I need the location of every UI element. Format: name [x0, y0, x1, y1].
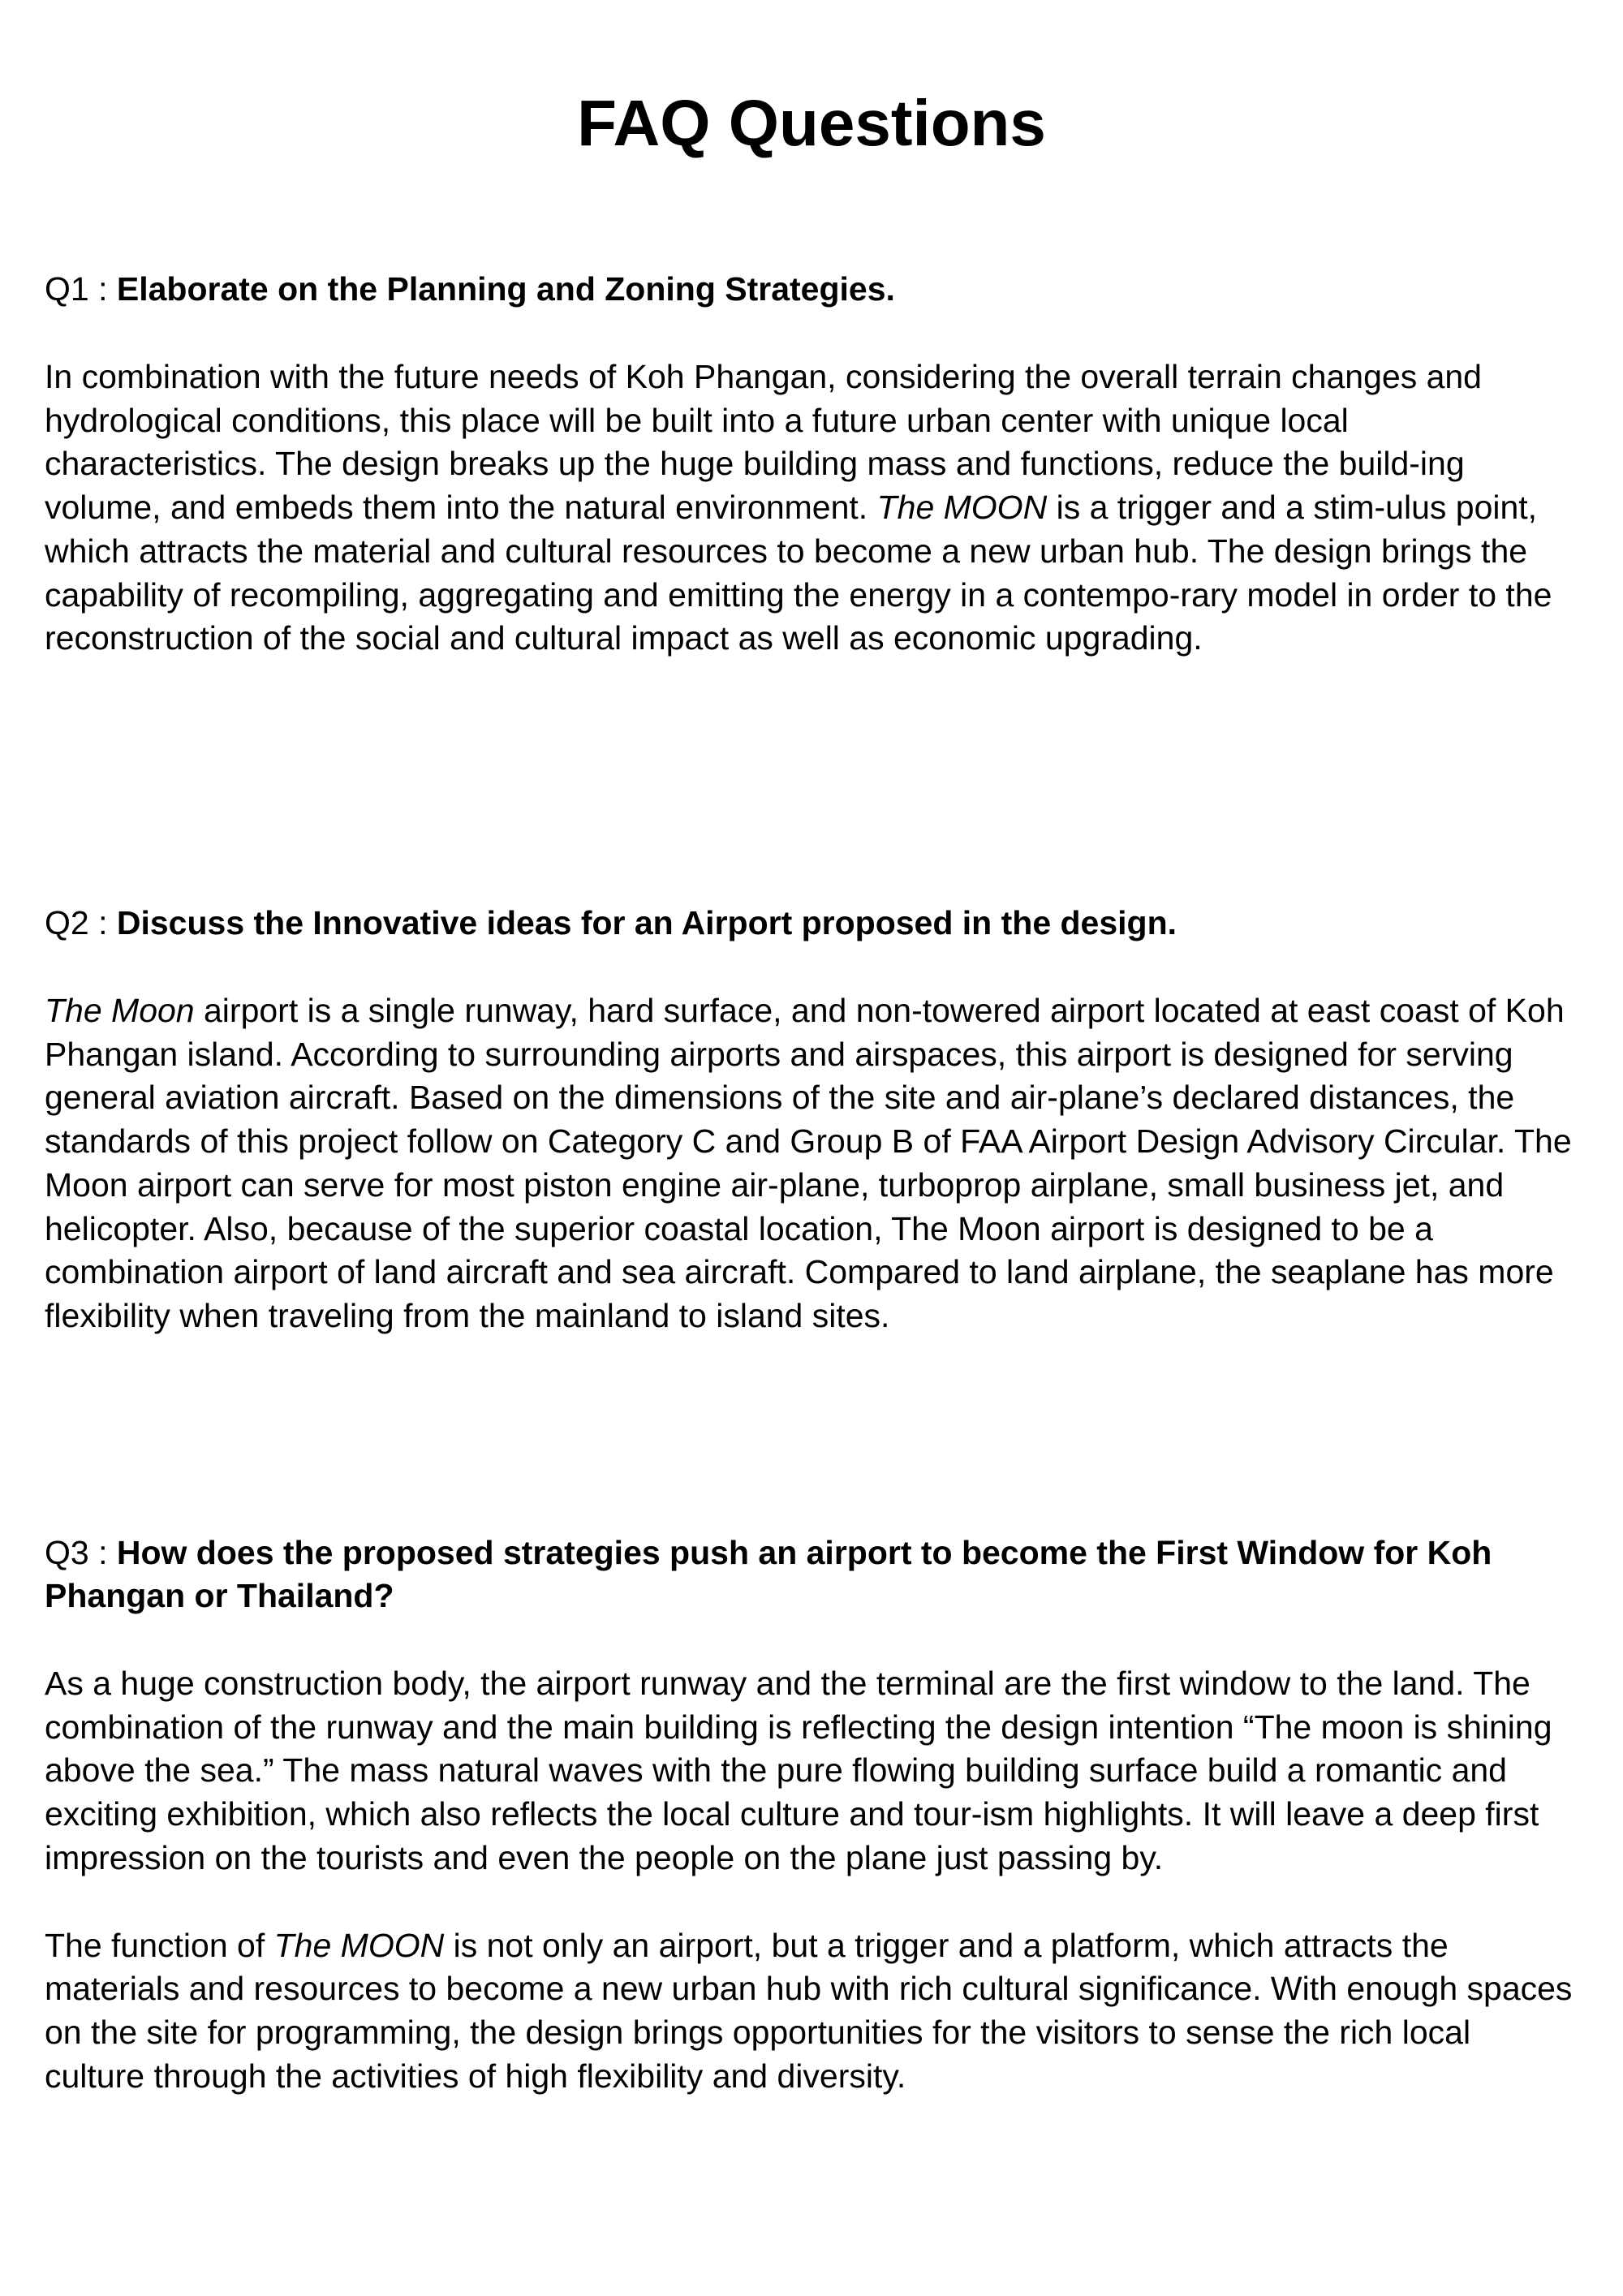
answer-text: In combination with the future needs of Koh Phangan, considering the overall terrain changes and hydrological conditions, this place will be built into a future urban center with unique local characteristics. The design breaks up the huge building mass and functions, reduce the build-ing volume, and embeds them into the natural environment. [45, 358, 1482, 527]
question-heading [45, 268, 1578, 311]
page-title: FAQ Questions [577, 87, 1046, 159]
faq-item-q3 [45, 1531, 1578, 2098]
faq-item-q2 [45, 902, 1578, 1338]
answer-text: airport is a single runway, hard surface, and non-towered airport located at east coast of Koh Phangan island. According to surrounding airports and airspaces, this airport is designed for serving general aviation aircraft. Based on the dimensions of the site and air-plane’s declared distances, the standards of this project follow on Category C and Group B of FAA Airport Design Advisory Circular. The Moon airport can serve for most piston engine air-plane, turboprop airplane, small business jet, and helicopter. Also, because of the superior coastal location, The Moon airport is designed to be a combination airport of land aircraft and sea aircraft. Compared to land airplane, the seaplane has more flexibility when traveling from the mainland to island sites. [45, 992, 1572, 1334]
answer-emphasis: The Moon [45, 992, 195, 1029]
answer-emphasis: The MOON [273, 1926, 445, 1964]
answer-paragraph [45, 989, 1578, 1338]
answer-text: The function of [45, 1926, 274, 1964]
answer-emphasis: The MOON [876, 489, 1048, 527]
question-number: Q3 : [45, 1534, 117, 1571]
faq-item-q1 [45, 268, 1578, 661]
answer-paragraph [45, 1924, 1578, 2099]
question-heading [45, 1531, 1578, 1618]
question-number: Q2 : [45, 904, 117, 941]
answer-text: As a huge construction body, the airport runway and the terminal are the first window to the land. The combination of the runway and the main building is reflecting the design intention “The moon is shining above the sea.” The mass natural waves with the pure flowing building surface build a romantic and exciting exhibition, which also reflects the local culture and tour-ism highlights. It will leave a deep first impression on the tourists and even the people on the plane just passing by. [45, 1665, 1552, 1876]
answer-text: is a trigger and a stim-ulus point, which attracts the material and cultural resources to become a new urban hub. The design brings the capability of recompiling, aggregating and emitting the energy in a contempo-rary model in order to the reconstruction of the social and cultural impact as well as economic upgrading. [45, 489, 1552, 657]
answer-text: is not only an airport, but a trigger and a platform, which attracts the materials and resources to become a new urban hub with rich cultural significance. With enough spaces on the site for programming, the design brings opportunities for the visitors to sense the rich local culture through the activities of high flexibility and diversity. [45, 1926, 1573, 2095]
question-text: Elaborate on the Planning and Zoning Strategies. [116, 270, 895, 308]
question-number: Q1 : [45, 270, 117, 308]
answer-paragraph [45, 1662, 1578, 1880]
question-text: How does the proposed strategies push an airport to become the First Window for Koh Phangan or Thailand? [45, 1534, 1492, 1614]
question-heading [45, 902, 1578, 945]
answer-paragraph [45, 355, 1578, 661]
question-text: Discuss the Innovative ideas for an Airport proposed in the design. [116, 904, 1177, 941]
